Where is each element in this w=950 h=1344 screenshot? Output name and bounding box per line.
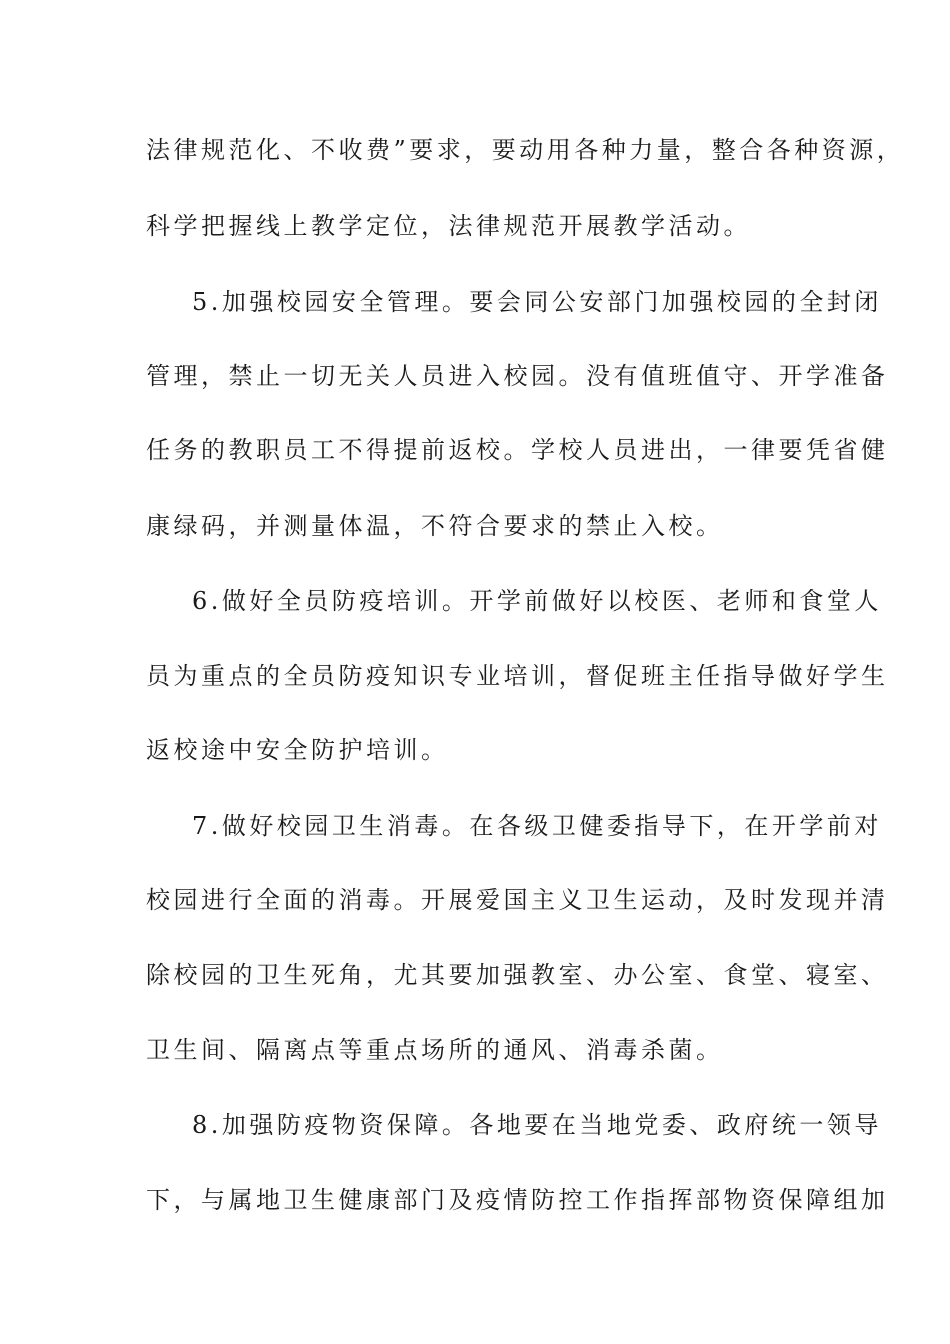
text-line: 下，与属地卫生健康部门及疫情防控工作指挥部物资保障组加 bbox=[146, 1186, 889, 1214]
text-line: 任务的教职员工不得提前返校。学校人员进出，一律要凭省健 bbox=[146, 436, 889, 464]
text-line: 7.做好校园卫生消毒。在各级卫健委指导下，在开学前对 bbox=[192, 812, 882, 840]
text-line: 管理，禁止一切无关人员进入校园。没有值班值守、开学准备 bbox=[146, 362, 889, 390]
text-line: 8.加强防疫物资保障。各地要在当地党委、政府统一领导 bbox=[192, 1111, 882, 1139]
text-line: 返校途中安全防护培训。 bbox=[146, 736, 449, 764]
text-line: 卫生间、隔离点等重点场所的通风、消毒杀菌。 bbox=[146, 1036, 724, 1064]
text-line: 5.加强校园安全管理。要会同公安部门加强校园的全封闭 bbox=[192, 288, 882, 316]
text-line: 6.做好全员防疫培训。开学前做好以校医、老师和食堂人 bbox=[192, 587, 882, 615]
text-line: 校园进行全面的消毒。开展爱国主义卫生运动，及时发现并清 bbox=[146, 886, 889, 914]
text-line: 康绿码，并测量体温，不符合要求的禁止入校。 bbox=[146, 512, 724, 540]
text-line: 员为重点的全员防疫知识专业培训，督促班主任指导做好学生 bbox=[146, 662, 889, 690]
text-line: 除校园的卫生死角，尤其要加强教室、办公室、食堂、寝室、 bbox=[146, 961, 889, 989]
text-line: 科学把握线上教学定位，法律规范开展教学活动。 bbox=[146, 212, 751, 240]
text-line: 法律规范化、不收费”要求，要动用各种力量，整合各种资源， bbox=[146, 136, 905, 164]
